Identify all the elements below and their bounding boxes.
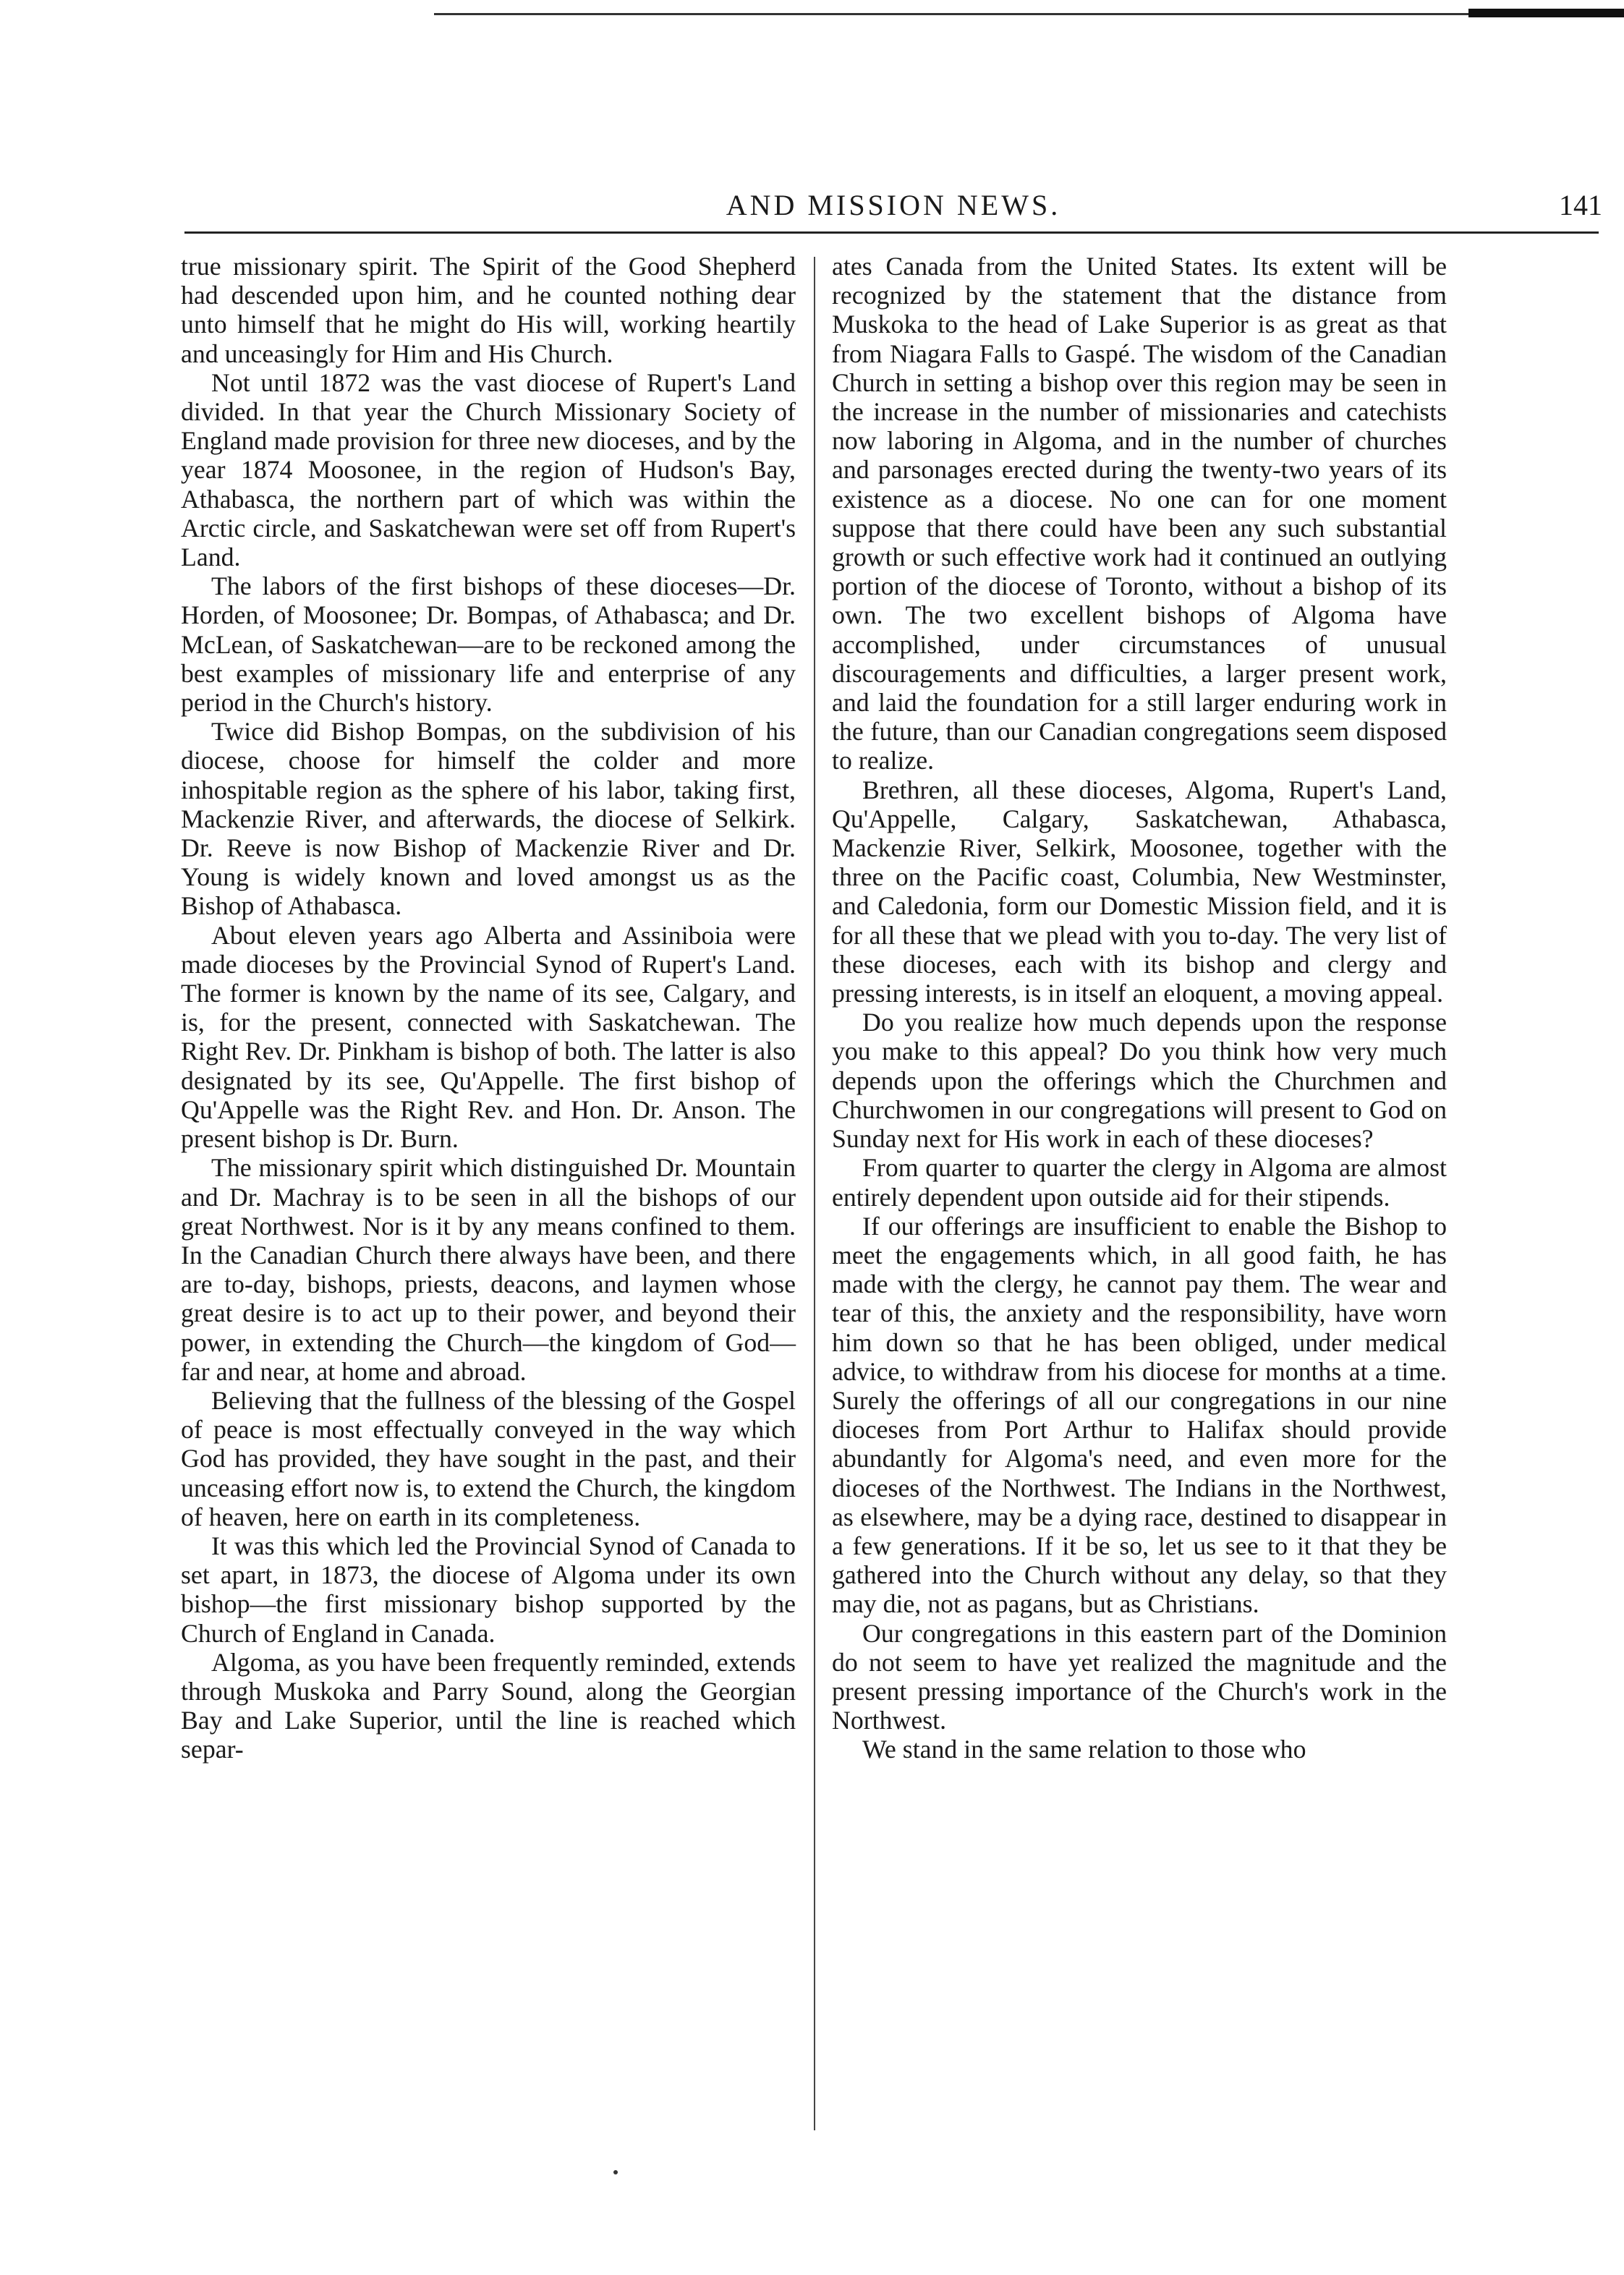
paragraph: The labors of the first bishops of these dioceses—Dr. Horden, of Moosonee; Dr. Bompas, of Athabasca; and Dr. McLean, of Saskatchewan—are to be reckoned among the best examples of missionary life and enterprise of any period in the Church's history. <box>181 571 796 718</box>
paragraph: Our congregations in this eastern part of the Dominion do not seem to have yet realized the magnitude and the present pressing importance of the Church's work in the Northwest. <box>832 1618 1447 1735</box>
paragraph: true missionary spirit. The Spirit of the Good Shepherd had descended upon him, and he counted nothing dear unto himself that he might do His will, working heartily and unceasingly for Him and His Church. <box>181 252 796 368</box>
page-number: 141 <box>1559 189 1602 221</box>
right-column <box>832 252 1447 1764</box>
top-rule-heavy <box>1468 9 1624 17</box>
paragraph: We stand in the same relation to those who <box>862 1735 1306 1764</box>
left-column <box>181 252 796 1764</box>
paragraph: It was this which led the Provincial Synod of Canada to set apart, in 1873, the diocese of Algoma under its own bishop—the first missionary bishop supported by the Church of England in Canada. <box>181 1531 796 1648</box>
paragraph: Believing that the fullness of the blessing of the Gospel of peace is most effectually conveyed in the way which God has provided, they have sought in the past, and their unceasing effort now is, to extend the Church, the kingdom of heaven, here on earth in its completeness. <box>181 1385 796 1531</box>
paragraph: Algoma, as you have been frequently reminded, extends through Muskoka and Parry Sound, along the Georgian Bay and Lake Superior, until the line is reached which separ- <box>181 1647 796 1764</box>
paragraph: Twice did Bishop Bompas, on the subdivision of his diocese, choose for himself the colder and more inhospitable region as the sphere of his labor, taking first, Mackenzie River, and afterwards, the diocese of Selkirk. Dr. Reeve is now Bishop of Mackenzie River and Dr. Young is widely known and loved amongst us as the Bishop of Athabasca. <box>181 717 796 921</box>
paragraph: If our offerings are insufficient to enable the Bishop to meet the engagements which, in all good faith, he has made with the clergy, he cannot pay them. The wear and tear of this, the anxiety and the responsibility, have worn him down so that he has been obliged, under medical advice, to withdraw from his diocese for months at a time. Surely the offerings of all our congregations in our nine dioceses from Port Arthur to Halifax should provide abundantly for Algoma's need, and even more for the dioceses of the Northwest. The Indians in the Northwest, as elsewhere, may be a dying race, destined to disappear in a few generations. If it be so, let us see to it that they be gathered into the Church without any delay, so that they may die, not as pagans, but as Christians. <box>832 1211 1447 1619</box>
top-rule <box>434 13 1468 15</box>
paragraph: ates Canada from the United States. Its extent will be recognized by the statement that the distance from Muskoka to the head of Lake Superior is as great as that from Niagara Falls to Gaspé. The wisdom of the Canadian Church in setting a bishop over this region may be seen in the increase in the number of missionaries and catechists now laboring in Algoma, and in the number of churches and parsonages erected during the twenty-two years of its existence as a diocese. No one can for one moment suppose that there could have been any such substantial growth or such effective work had it continued an outlying portion of the diocese of Toronto, without a bishop of its own. The two excellent bishops of Algoma have accomplished, under circumstances of unusual discouragements and difficulties, a larger present work, and laid the foundation for a still larger enduring work in the future, than our Canadian congregations seem disposed to realize. <box>832 252 1447 775</box>
column-divider <box>814 257 815 2130</box>
running-head <box>184 185 1602 229</box>
paragraph: From quarter to quarter the clergy in Algoma are almost entirely dependent upon outside aid for their stipends. <box>832 1153 1447 1212</box>
paragraph: About eleven years ago Alberta and Assiniboia were made dioceses by the Provincial Synod of Rupert's Land. The former is known by the name of its see, Calgary, and is, for the present, connected with Saskatchewan. The Right Rev. Dr. Pinkham is bishop of both. The latter is also designated by its see, Qu'Appelle. The first bishop of Qu'Appelle was the Right Rev. and Hon. Dr. Anson. The present bishop is Dr. Burn. <box>181 920 796 1154</box>
print-speck <box>613 2170 618 2174</box>
running-title: AND MISSION NEWS. <box>726 189 1061 221</box>
paragraph: Brethren, all these dioceses, Algoma, Rupert's Land, Qu'Appelle, Calgary, Saskatchewan, Athabasca, Mackenzie River, Selkirk, Moosonee, together with the three on the Pacific coast, Columbia, New Westminster, and Caledonia, form our Domestic Mission field, and it is for all these that we plead with you to-day. The very list of these dioceses, each with its bishop and clergy and pressing interests, is in itself an eloquent, a moving appeal. <box>832 775 1447 1008</box>
header-rule <box>184 231 1599 234</box>
paragraph: Not until 1872 was the vast diocese of Rupert's Land divided. In that year the Church Missionary Society of England made provision for three new dioceses, and by the year 1874 Moosonee, in the region of Hudson's Bay, Athabasca, the northern part of which was within the Arctic circle, and Saskatchewan were set off from Rupert's Land. <box>181 367 796 572</box>
paragraph: Do you realize how much depends upon the response you make to this appeal? Do you think how very much depends upon the offerings which the Churchmen and Churchwomen in our congregations will present to God on Sunday next for His work in each of these dioceses? <box>832 1008 1447 1154</box>
paragraph: The missionary spirit which distinguished Dr. Mountain and Dr. Machray is to be seen in all the bishops of our great Northwest. Nor is it by any means confined to them. In the Canadian Church there always have been, and there are to-day, bishops, priests, deacons, and laymen whose great desire is to act up to their power, and beyond their power, in extending the Church—the kingdom of God—far and near, at home and abroad. <box>181 1153 796 1386</box>
